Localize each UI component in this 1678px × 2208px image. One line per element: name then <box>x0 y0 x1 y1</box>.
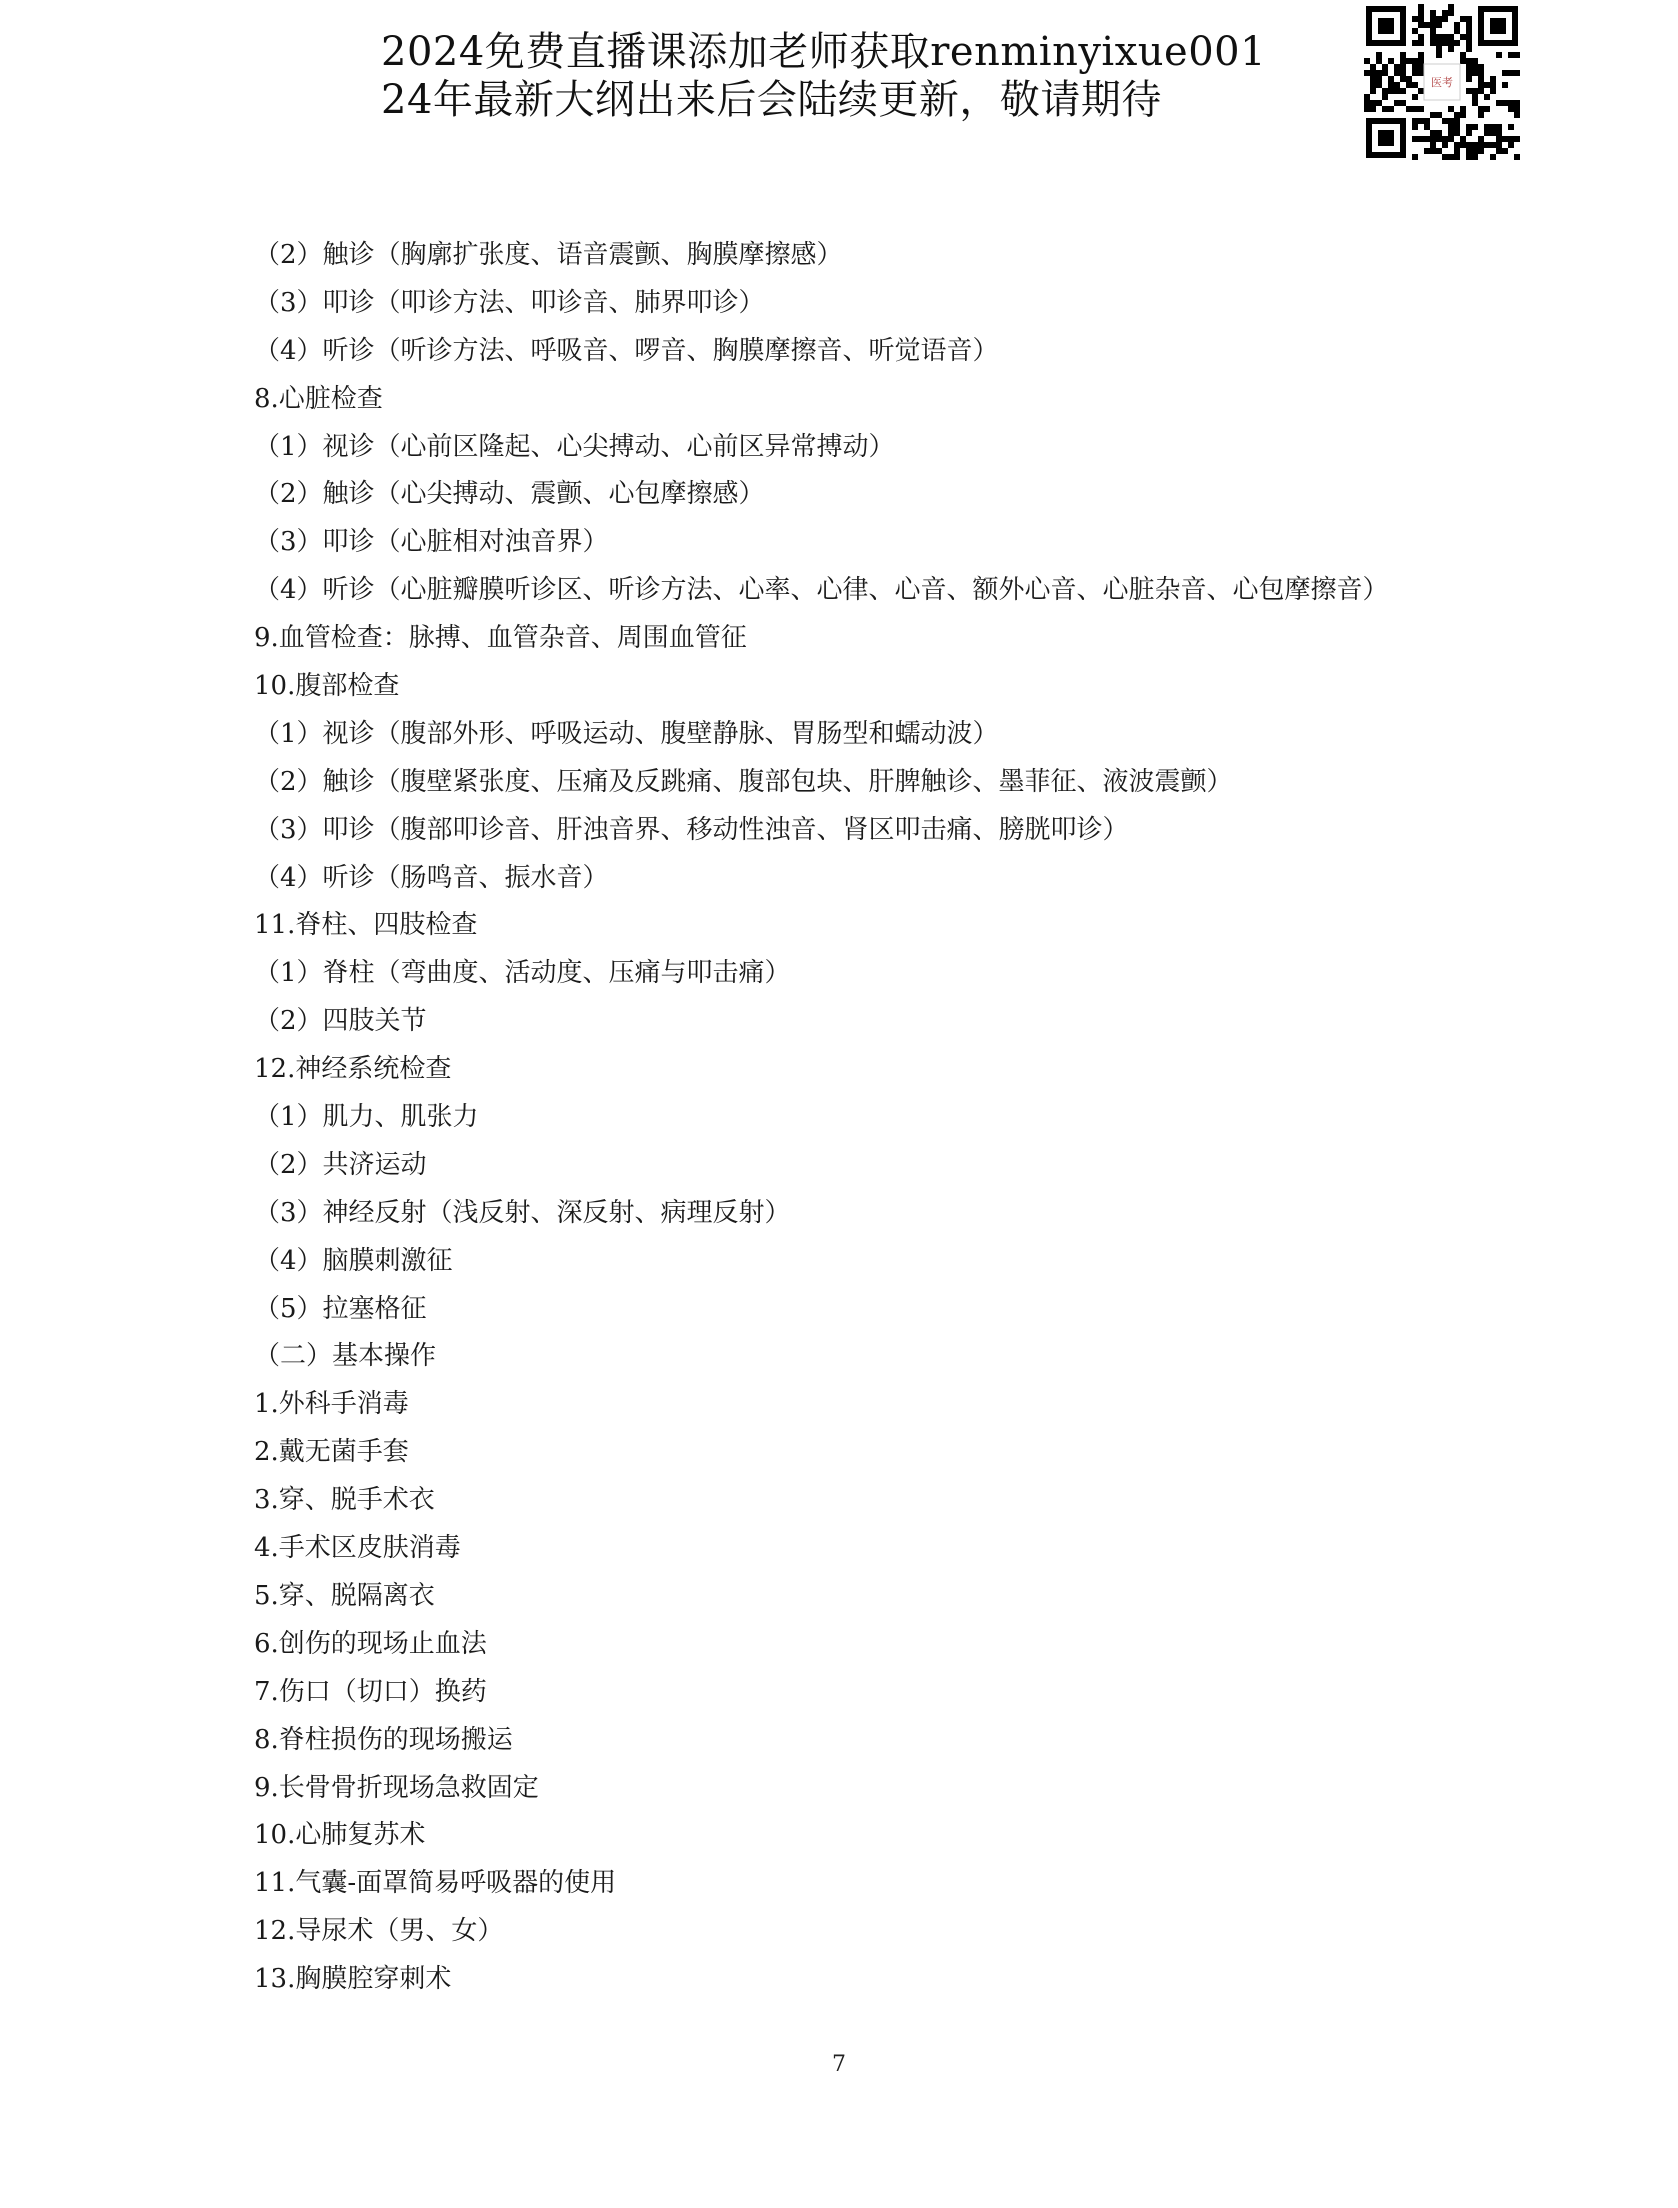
body-line: （2）四肢关节 <box>254 1006 427 1037</box>
body-line: 8.心脏检查 <box>254 383 383 414</box>
body-line: 6.创伤的现场止血法 <box>254 1628 487 1659</box>
body-line: （1）肌力、肌张力 <box>254 1102 479 1133</box>
page-header <box>381 28 1361 124</box>
page-number: 7 <box>832 2052 846 2077</box>
body-line: （5）拉塞格征 <box>254 1293 427 1324</box>
body-line: 5.穿、脱隔离衣 <box>254 1580 435 1611</box>
body-line: （1）视诊（心前区隆起、心尖搏动、心前区异常搏动） <box>254 431 895 462</box>
body-line: 10.腹部检查 <box>254 671 400 702</box>
body-line: 2.戴无菌手套 <box>254 1437 409 1468</box>
body-line: 11.脊柱、四肢检查 <box>254 910 478 941</box>
body-line: 10.心肺复苏术 <box>254 1820 426 1851</box>
body-line: 13.胸膜腔穿刺术 <box>254 1964 452 1995</box>
body-line: 8.脊柱损伤的现场搬运 <box>254 1724 513 1755</box>
body-line: （1）脊柱（弯曲度、活动度、压痛与叩击痛） <box>254 958 791 989</box>
qr-logo-text: 医考 <box>1431 76 1453 89</box>
body-line: （4）听诊（肠鸣音、振水音） <box>254 862 609 893</box>
body-line: （2）触诊（腹壁紧张度、压痛及反跳痛、腹部包块、肝脾触诊、墨菲征、液波震颤） <box>254 766 1233 797</box>
header-line-2: 24年最新大纲出来后会陆续更新，敬请期待 <box>381 77 1162 123</box>
body-line: 3.穿、脱手术衣 <box>254 1485 435 1516</box>
body-line: （3）叩诊（腹部叩诊音、肝浊音界、移动性浊音、肾区叩击痛、膀胱叩诊） <box>254 814 1129 845</box>
body-line: （3）神经反射（浅反射、深反射、病理反射） <box>254 1197 791 1228</box>
body-line: （3）叩诊（叩诊方法、叩诊音、肺界叩诊） <box>254 287 765 318</box>
body-line: （4）听诊（心脏瓣膜听诊区、听诊方法、心率、心律、心音、额外心音、心脏杂音、心包摩擦音） <box>254 575 1389 606</box>
body-line: （1）视诊（腹部外形、呼吸运动、腹壁静脉、胃肠型和蠕动波） <box>254 718 999 749</box>
body-line: 12.导尿术（男、女） <box>254 1916 504 1947</box>
header-line-1: 2024免费直播课添加老师获取renminyixue001 <box>381 29 1267 75</box>
body-line: （4）脑膜刺激征 <box>254 1245 453 1276</box>
qr-code <box>1364 4 1520 160</box>
document-body <box>254 232 1494 2004</box>
body-line: 12.神经系统检查 <box>254 1054 452 1085</box>
body-line: （4）听诊（听诊方法、呼吸音、啰音、胸膜摩擦音、听觉语音） <box>254 335 999 366</box>
body-line: （二）基本操作 <box>254 1341 437 1372</box>
body-line: 7.伤口（切口）换药 <box>254 1676 487 1707</box>
body-line: 9.血管检查：脉搏、血管杂音、周围血管征 <box>254 623 747 654</box>
body-line: （3）叩诊（心脏相对浊音界） <box>254 527 609 558</box>
body-line: 1.外科手消毒 <box>254 1389 409 1420</box>
body-line: （2）触诊（胸廓扩张度、语音震颤、胸膜摩擦感） <box>254 240 843 270</box>
body-line: 4.手术区皮肤消毒 <box>254 1533 461 1564</box>
body-line: 11.气囊-面罩简易呼吸器的使用 <box>254 1868 617 1899</box>
body-line: （2）触诊（心尖搏动、震颤、心包摩擦感） <box>254 479 765 510</box>
body-line: 9.长骨骨折现场急救固定 <box>254 1772 539 1803</box>
body-line: （2）共济运动 <box>254 1149 427 1180</box>
